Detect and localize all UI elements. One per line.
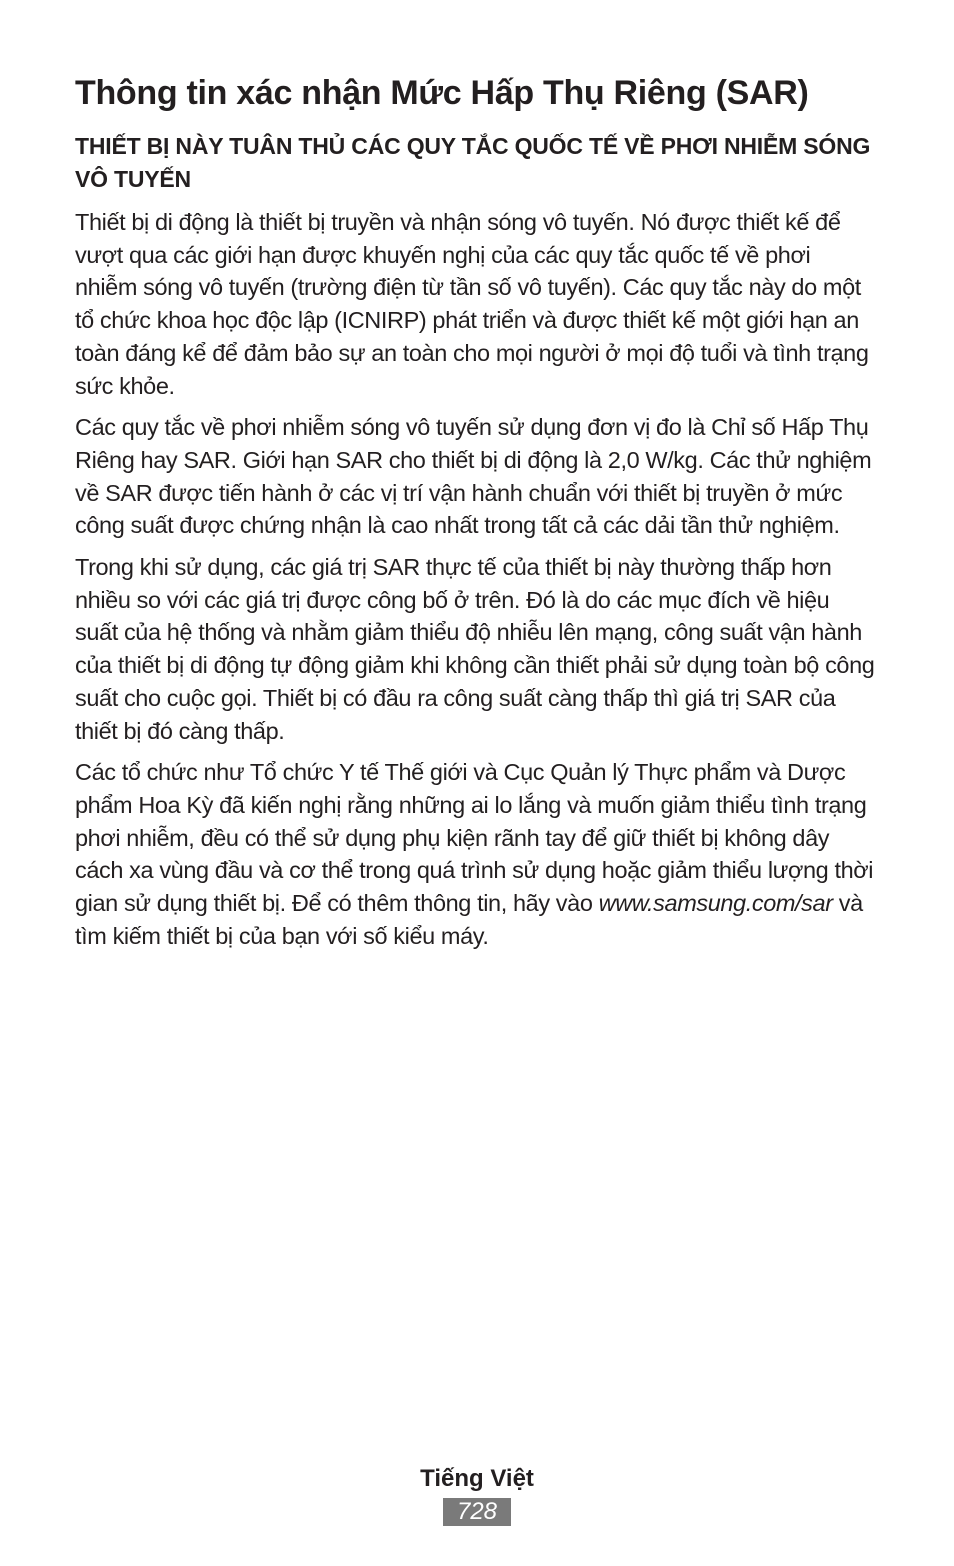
document-content: [75, 70, 875, 961]
samsung-sar-link[interactable]: www.samsung.com/sar: [598, 890, 833, 917]
paragraph-4-text-before: Các tổ chức như Tổ chức Y tế Thế giới và Cục Quản lý Thực phẩm và Dược phẩm Hoa Kỳ đã kiến nghị rằng những ai lo lắng và muốn giảm thiểu tình trạng phơi nhiễm, đều có thể sử dụng phụ kiện rãnh tay để giữ thiết bị không dây cách xa vùng đầu và cơ thể trong quá trình sử dụng hoặc giảm thiểu lượng thời gian sử dụng thiết bị. Để có thêm thông tin, hãy vào: [75, 759, 874, 917]
section-subtitle: THIẾT BỊ NÀY TUÂN THỦ CÁC QUY TẮC QUỐC TẾ VỀ PHƠI NHIỄM SÓNG VÔ TUYẾN: [75, 133, 871, 192]
paragraph-4-text-after: và tìm kiếm thiết bị của bạn với số kiểu máy.: [75, 890, 863, 949]
paragraph-4: [75, 756, 875, 952]
page-footer: [0, 1462, 954, 1526]
page-title: Thông tin xác nhận Mức Hấp Thụ Riêng (SAR): [75, 74, 809, 112]
footer-language: Tiếng Việt: [420, 1465, 534, 1492]
paragraph-3: Trong khi sử dụng, các giá trị SAR thực tế của thiết bị này thường thấp hơn nhiều so với các giá trị được công bố ở trên. Đó là do các mục đích về hiệu suất của hệ thống và nhằm giảm thiểu độ nhiễu lên mạng, công suất vận hành của thiết bị di động tự động giảm khi không cần thiết phải sử dụng toàn bộ công suất cho cuộc gọi. Thiết bị có đầu ra công suất càng thấp thì giá trị SAR của thiết bị đó càng thấp.: [75, 554, 875, 744]
paragraph-2: Các quy tắc về phơi nhiễm sóng vô tuyến sử dụng đơn vị đo là Chỉ số Hấp Thụ Riêng hay SAR. Giới hạn SAR cho thiết bị di động là 2,0 W/kg. Các thử nghiệm về SAR được tiến hành ở các vị trí vận hành chuẩn với thiết bị truyền ở mức công suất được chứng nhận là cao nhất trong tất cả các dải tần thử nghiệm.: [75, 414, 872, 539]
paragraph-1: Thiết bị di động là thiết bị truyền và nhận sóng vô tuyến. Nó được thiết kế để vượt qua các giới hạn được khuyến nghị của các quy tắc quốc tế về phơi nhiễm sóng vô tuyến (trường điện từ tần số vô tuyến). Các quy tắc này do một tổ chức khoa học độc lập (ICNIRP) phát triển và được thiết kế một giới hạn an toàn đáng kể để đảm bảo sự an toàn cho mọi người ở mọi độ tuổi và tình trạng sức khỏe.: [75, 209, 869, 399]
page-number: 728: [443, 1498, 511, 1526]
